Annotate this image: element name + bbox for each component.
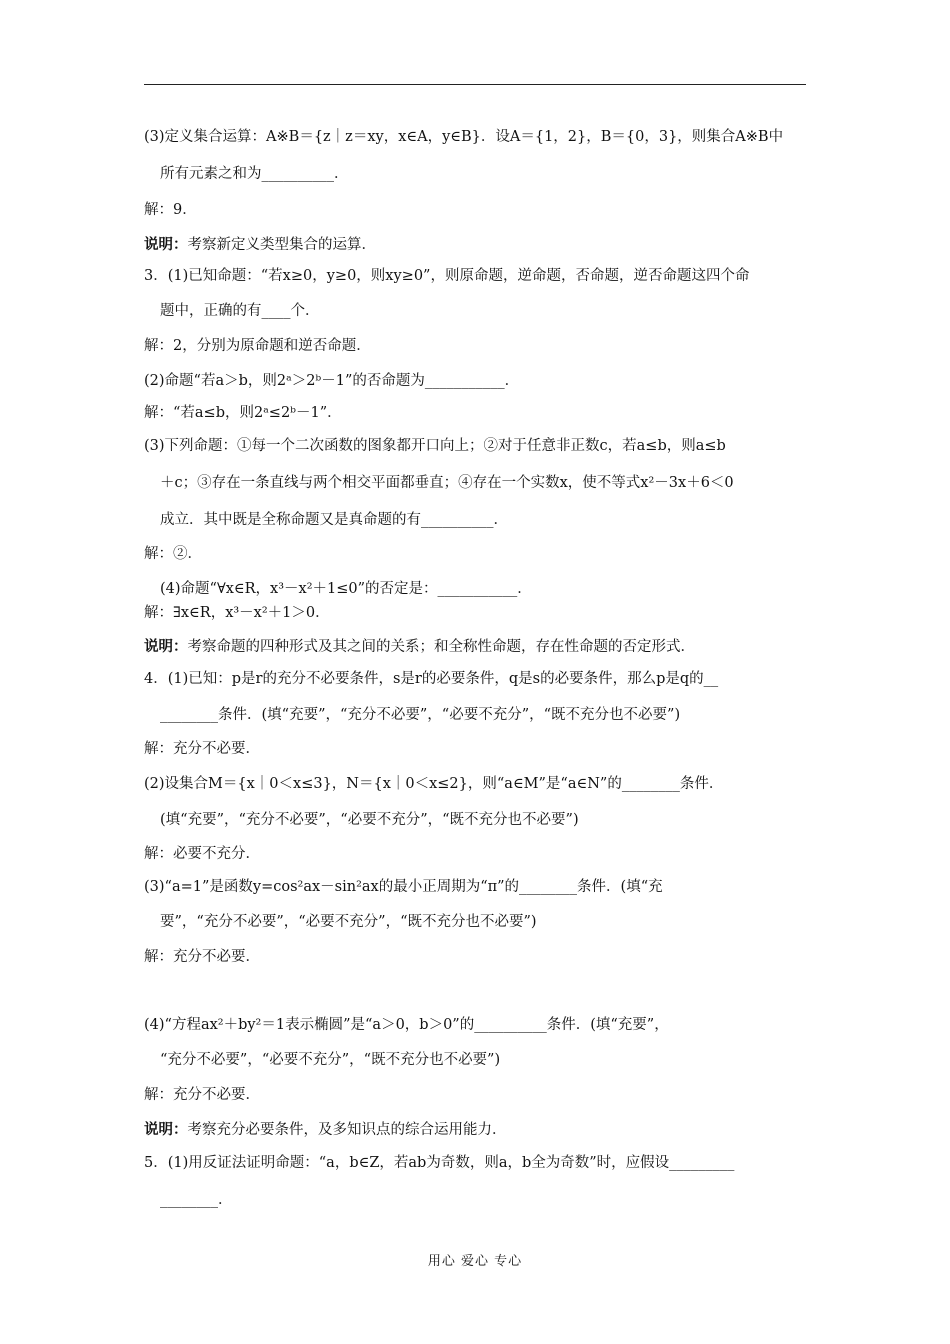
text-line: 3．(1)已知命题：“若x≥0，y≥0，则xy≥0”，则原命题，逆命题，否命题，逆否命题这四个命 bbox=[144, 268, 750, 284]
page-footer: 用心 爱心 专心 bbox=[427, 1254, 523, 1269]
note-text: 考察命题的四种形式及其之间的关系；和全称性命题，存在性命题的否定形式． bbox=[187, 639, 695, 655]
text-line: 4．(1)已知：p是r的充分不必要条件，s是r的必要条件，q是s的必要条件，那么p是q的__ bbox=[144, 671, 719, 687]
text-line: 解：9． bbox=[144, 202, 197, 218]
text-line: 解：∃x∈R，x³－x²＋1＞0． bbox=[144, 605, 330, 621]
text-line: (3)定义集合运算：A※B＝{z｜z＝xy，x∈A，y∈B}．设A＝{1，2}，B＝{0，3}，则集合A※B中 bbox=[144, 129, 784, 145]
text-line: ________条件．(填“充要”，“充分不必要”，“必要不充分”，“既不充分也不必要”) bbox=[160, 707, 681, 723]
text-line: 5．(1)用反证法证明命题：“a，b∈Z，若ab为奇数，则a，b全为奇数”时，应假设_________ bbox=[144, 1155, 735, 1171]
text-line: 解：充分不必要． bbox=[144, 1087, 260, 1103]
text-line: (3)“a=1”是函数y=cos²ax－sin²ax的最小正周期为“π”的________条件．(填“充 bbox=[144, 879, 663, 895]
note-label: 说明： bbox=[144, 236, 188, 253]
text-line: (4)“方程ax²＋by²＝1表示椭圆”是“a＞0，b＞0”的__________条件．(填“充要”， bbox=[144, 1017, 669, 1033]
text-line: 成立．其中既是全称命题又是真命题的有__________． bbox=[160, 512, 508, 528]
text-line: 题中，正确的有____个． bbox=[160, 303, 320, 319]
note-line bbox=[144, 236, 376, 254]
text-line: 解：②． bbox=[144, 546, 202, 562]
text-line: (填“充要”，“充分不必要”，“必要不充分”，“既不充分也不必要”) bbox=[160, 812, 579, 828]
text-line: ________． bbox=[160, 1192, 233, 1208]
text-line: (3)下列命题：①每一个二次函数的图象都开口向上；②对于任意非正数c，若a≤b，则a≤b bbox=[144, 438, 726, 454]
text-line: 解：充分不必要． bbox=[144, 949, 260, 965]
note-label: 说明： bbox=[144, 638, 188, 655]
note-line bbox=[144, 1121, 507, 1139]
note-text: 考察新定义类型集合的运算． bbox=[187, 237, 376, 253]
text-line: 解：充分不必要． bbox=[144, 741, 260, 757]
text-line: ＋c；③存在一条直线与两个相交平面都垂直；④存在一个实数x，使不等式x²－3x＋6＜0 bbox=[160, 475, 734, 491]
note-text: 考察充分必要条件，及多知识点的综合运用能力． bbox=[187, 1122, 507, 1138]
text-line: 解：2，分别为原命题和逆否命题． bbox=[144, 338, 371, 354]
header-rule bbox=[144, 84, 806, 85]
text-line: 解：“若a≤b，则2ᵃ≤2ᵇ－1”． bbox=[144, 405, 342, 421]
note-line bbox=[144, 638, 695, 656]
note-label: 说明： bbox=[144, 1121, 188, 1138]
text-line: (2)命题“若a＞b，则2ᵃ＞2ᵇ－1”的否命题为___________． bbox=[144, 373, 520, 389]
text-line: 所有元素之和为__________． bbox=[160, 166, 349, 182]
text-line: (2)设集合M＝{x｜0＜x≤3}，N＝{x｜0＜x≤2}，则“a∈M”是“a∈N”的________条件． bbox=[144, 776, 724, 792]
text-line: 要”，“充分不必要”，“必要不充分”，“既不充分也不必要”) bbox=[160, 914, 537, 930]
text-line: 解：必要不充分． bbox=[144, 846, 260, 862]
text-line: (4)命题“∀x∈R，x³－x²＋1≤0”的否定是：___________． bbox=[160, 581, 532, 597]
text-line: “充分不必要”，“必要不充分”，“既不充分也不必要”) bbox=[160, 1052, 501, 1068]
